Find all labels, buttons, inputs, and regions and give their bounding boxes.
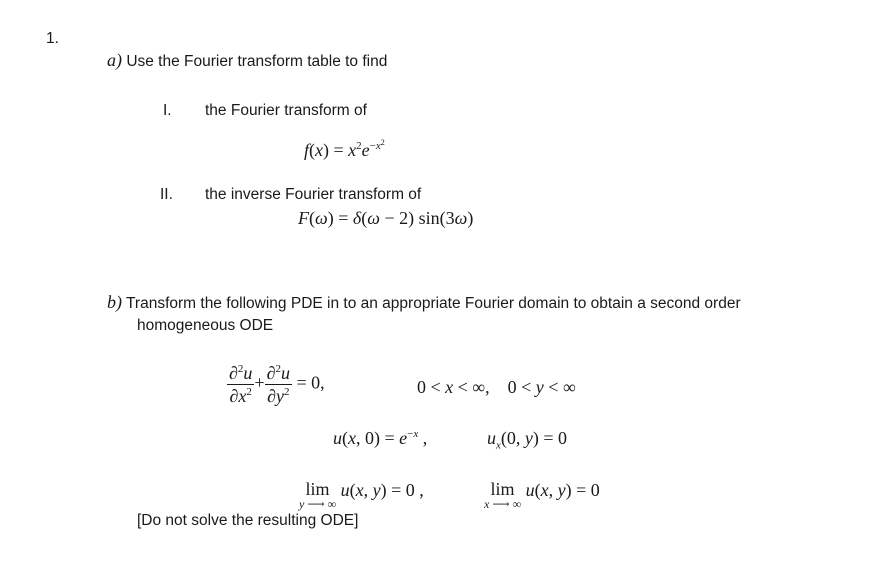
item-2-numeral: II.: [160, 186, 173, 203]
fraction-d2u-dx2: $\frac{\partial^2u}{\partial x^2}$: [229, 363, 253, 406]
item-1-text: the Fourier transform of: [205, 102, 367, 119]
part-a-heading: [107, 50, 387, 71]
pde-domain: 0 < x < ∞, 0 < y < ∞: [417, 377, 576, 397]
part-b-text-line2: homogeneous ODE: [137, 317, 274, 334]
problem-number: 1.: [46, 30, 59, 47]
part-b-label: b): [107, 292, 122, 312]
part-a-label: a): [107, 50, 122, 70]
boundary-condition-1: u(x, $0) = e^{-x}$ ,: [333, 428, 428, 448]
item-2-text: the inverse Fourier transform of: [205, 186, 422, 203]
equation-F-of-omega: F(ω) = δ(ω − 2) sin(3ω): [298, 208, 474, 228]
item-1-numeral: I.: [163, 102, 172, 119]
limit-condition-1: lim y ⟶ ∞ u(x, y) = 0 ,: [299, 479, 424, 511]
equation-f-of-x: $f(x) = x^2e^{-x^2}$: [304, 138, 385, 160]
instruction-note: [Do not solve the resulting ODE]: [137, 512, 359, 529]
part-b-heading: [107, 292, 741, 313]
part-a-text: Use the Fourier transform table to find: [126, 53, 388, 70]
pde-equation: $\frac{\partial^2u}{\partial x^2}$ + $\frac{\partial^2u}{\partial y^2}$ = 0,: [229, 363, 325, 406]
part-b-text-line1: Transform the following PDE in to an appropriate Fourier domain to obtain a second order: [126, 295, 741, 312]
boundary-condition-2: $u_x(0$, y) = 0: [487, 428, 568, 452]
fraction-d2u-dy2: $\frac{\partial^2u}{\partial y^2}$: [266, 363, 290, 406]
limit-condition-2: lim x ⟶ ∞ u(x, y) = 0: [484, 479, 600, 511]
